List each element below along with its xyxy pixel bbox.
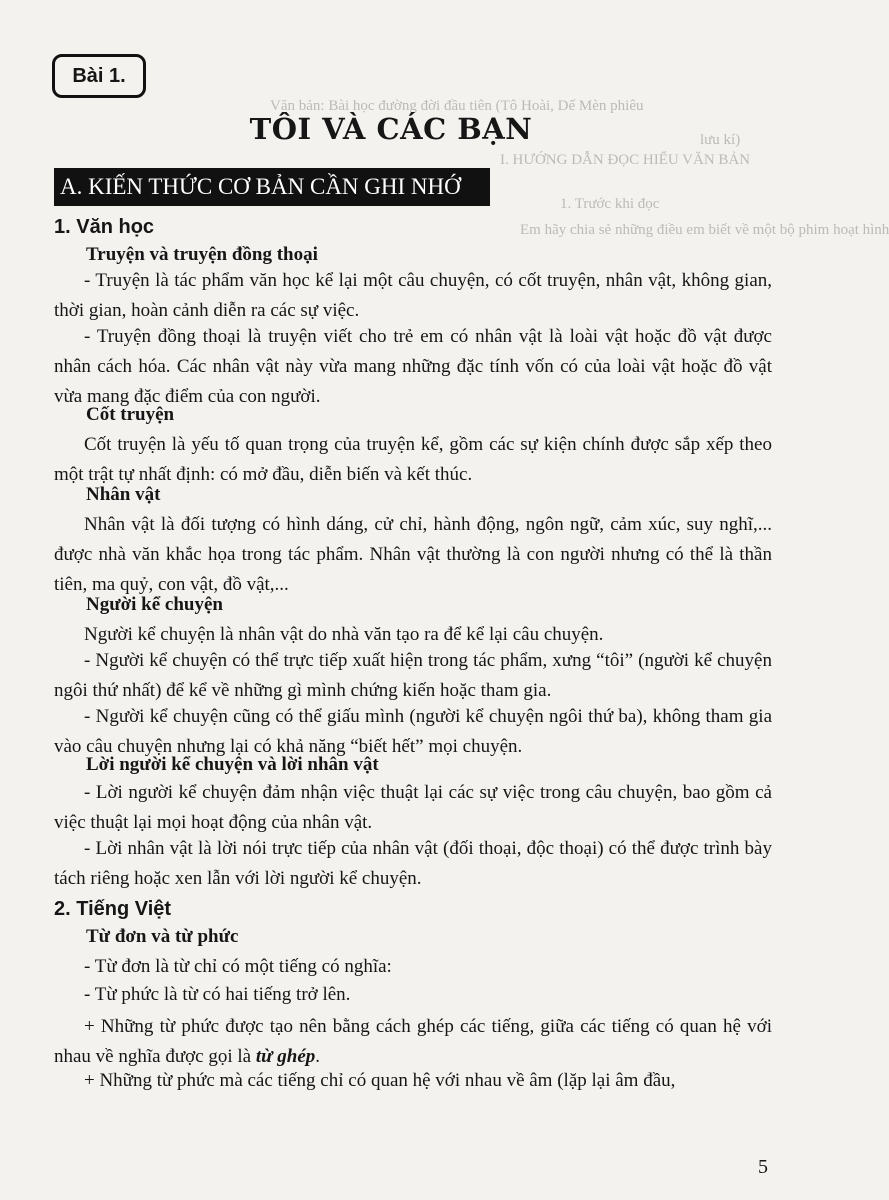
page-title: TÔI VÀ CÁC BẠN <box>249 112 533 146</box>
paragraph-text: + Những từ phức được tạo nên bằng cách ghép các tiếng, giữa các tiếng có quan hệ với nhau về nghĩa được gọi là <box>54 1016 772 1067</box>
topic-heading-words: Từ đơn và từ phức <box>86 926 239 947</box>
topic-heading-story: Truyện và truyện đồng thoại <box>86 244 318 265</box>
bleed-through-line: 1. Trước khi đọc <box>560 196 660 212</box>
topic-heading-character: Nhân vật <box>86 484 161 505</box>
subsection-heading-literature: 1. Văn học <box>54 216 155 238</box>
paragraph: - Lời nhân vật là lời nói trực tiếp của nhân vật (đối thoại, độc thoại) có thể được trình bày tách riêng hoặc xen lẫn với lời người kể chuyện. <box>54 838 772 889</box>
bleed-through-line: Em hãy chia sẻ những điều em biết về một bộ phim hoạt hình <box>520 222 889 238</box>
topic-heading-plot: Cốt truyện <box>86 404 175 425</box>
paragraph: Người kể chuyện là nhân vật do nhà văn tạo ra để kể lại câu chuyện. <box>84 624 604 645</box>
paragraph: - Người kể chuyện có thể trực tiếp xuất hiện trong tác phẩm, xưng “tôi” (người kể chuyện ngôi thứ nhất) để kể về những gì mình chứng kiến hoặc tham gia. <box>54 650 772 701</box>
paragraph: - Từ phức là từ có hai tiếng trở lên. <box>84 984 351 1005</box>
term-emphasis: từ ghép <box>255 1046 316 1067</box>
lesson-label: Bài 1. <box>52 54 146 98</box>
bleed-through-line: Văn bản: Bài học đường đời đầu tiên (Tô Hoài, Dế Mèn phiêu <box>270 98 644 114</box>
paragraph: - Người kể chuyện cũng có thể giấu mình (người kể chuyện ngôi thứ ba), không tham gia vào câu chuyện nhưng lại có khả năng “biết hết” mọi chuyện. <box>54 706 772 757</box>
paragraph-text: . <box>315 1046 321 1067</box>
paragraph: - Truyện đồng thoại là truyện viết cho trẻ em có nhân vật là loài vật hoặc đồ vật được nhân cách hóa. Các nhân vật này vừa mang những đặc tính vốn có của loài vật hoặc đồ vật vừa mang đặc điểm của con người. <box>54 326 772 407</box>
paragraph: - Từ đơn là từ chỉ có một tiếng có nghĩa: <box>84 956 392 977</box>
paragraph: - Truyện là tác phẩm văn học kể lại một câu chuyện, có cốt truyện, nhân vật, không gian, thời gian, hoàn cảnh diễn ra các sự việc. <box>54 270 772 321</box>
bleed-through-line: I. HƯỚNG DẪN ĐỌC HIỂU VĂN BẢN <box>500 152 751 168</box>
paragraph: + Những từ phức mà các tiếng chỉ có quan hệ với nhau về âm (lặp lại âm đầu, <box>84 1070 676 1091</box>
bleed-through-line: lưu kí) <box>700 132 741 148</box>
section-heading: A. KIẾN THỨC CƠ BẢN CẦN GHI NHỚ <box>54 168 490 206</box>
page-number: 5 <box>758 1156 768 1178</box>
topic-heading-narrator: Người kể chuyện <box>86 594 223 615</box>
paragraph <box>54 1012 772 1072</box>
subsection-heading-vietnamese: 2. Tiếng Việt <box>54 898 172 920</box>
topic-heading-speech: Lời người kể chuyện và lời nhân vật <box>86 754 379 775</box>
paragraph: Cốt truyện là yếu tố quan trọng của truyện kể, gồm các sự kiện chính được sắp xếp theo một trật tự nhất định: có mở đầu, diễn biến và kết thúc. <box>54 434 772 485</box>
paragraph: Nhân vật là đối tượng có hình dáng, cử chỉ, hành động, ngôn ngữ, cảm xúc, suy nghĩ,... được nhà văn khắc họa trong tác phẩm. Nhân vật thường là con người nhưng có thể là thần tiên, ma quỷ, con vật, đồ vật,... <box>54 514 772 595</box>
paragraph: - Lời người kể chuyện đảm nhận việc thuật lại các sự việc trong câu chuyện, bao gồm cả việc thuật lại mọi hoạt động của nhân vật. <box>54 782 772 833</box>
